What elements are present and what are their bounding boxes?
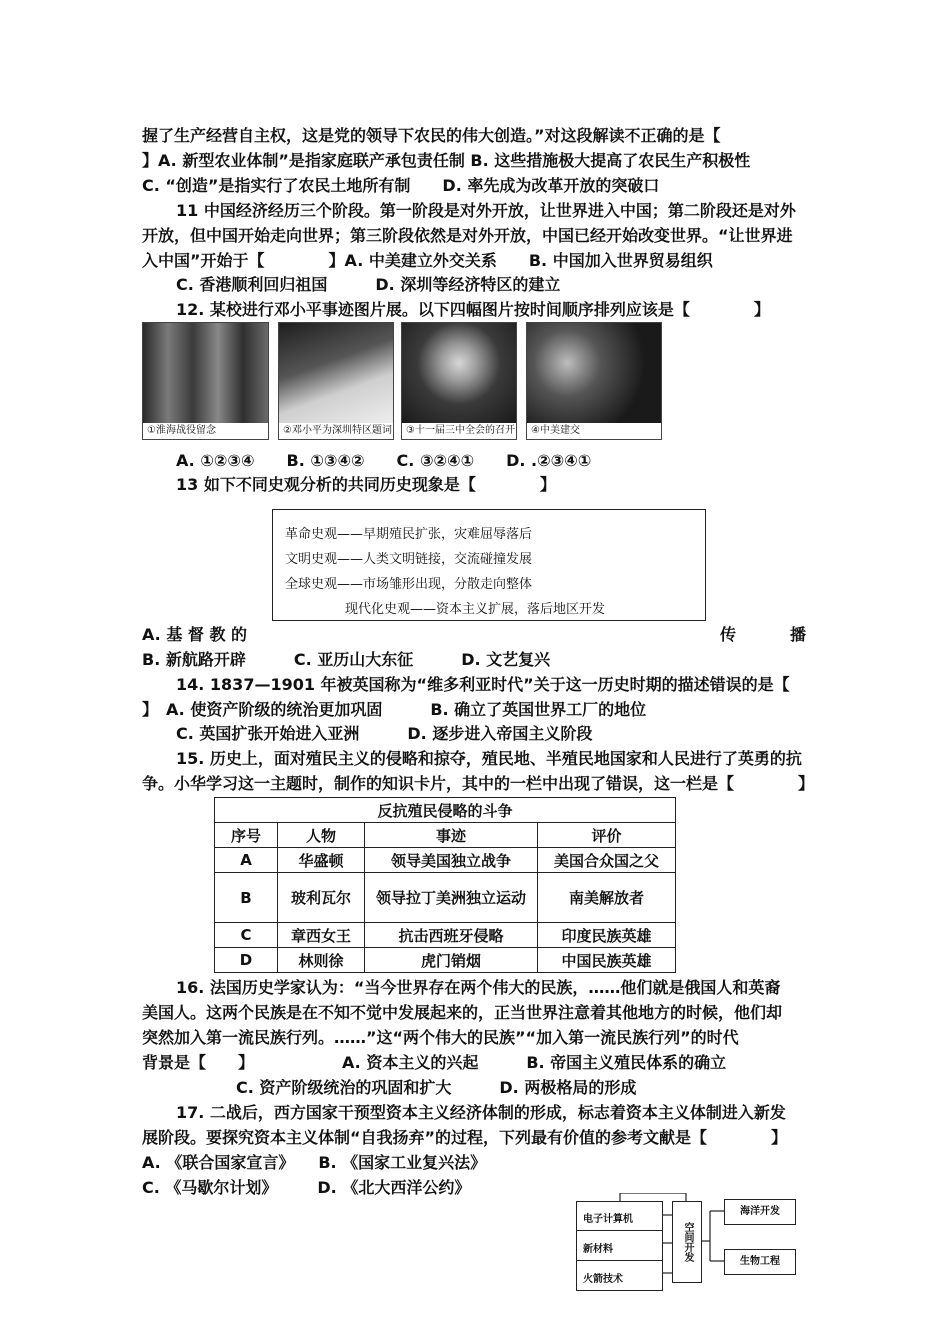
question-14: 14. 1837—1901 年被英国称为“维多利亚时代”关于这一历史时期的描述错误的是【 bbox=[176, 675, 790, 694]
table-cell: D bbox=[215, 948, 278, 973]
option-a-cont: 传 bbox=[720, 625, 737, 644]
text-line: C. 英国扩张开始进入亚洲 D. 逐步进入帝国主义阶段 bbox=[176, 724, 593, 743]
photo-image bbox=[143, 323, 268, 423]
table-header: 人物 bbox=[278, 823, 365, 848]
photo-shenzhen-inscription bbox=[278, 322, 394, 440]
photo-huaihai bbox=[142, 322, 269, 440]
text-line: 背景是【 】 A. 资本主义的兴起 B. 帝国主义殖民体系的确立 bbox=[142, 1053, 727, 1072]
historiography-box bbox=[272, 509, 706, 621]
question-17: 17. 二战后，西方国家干预型资本主义经济体制的形成，标志着资本主义体制进入新发 bbox=[176, 1103, 786, 1122]
photo-caption: ④中美建交 bbox=[527, 423, 661, 439]
question-16: 16. 法国历史学家认为：“当今世界存在两个伟大的民族，……他们就是俄国人和英裔 bbox=[176, 978, 781, 997]
quote-line: 文明史观——人类文明链接，交流碰撞发展 bbox=[285, 552, 533, 567]
table-header: 事迹 bbox=[365, 823, 538, 848]
question-13: 13 如下不同史观分析的共同历史现象是【 】 bbox=[176, 475, 556, 494]
diagram-center: 空间开发 bbox=[672, 1201, 702, 1283]
table-title: 反抗殖民侵略的斗争 bbox=[215, 798, 676, 823]
quote-line: 现代化史观——资本主义扩展，落后地区开发 bbox=[345, 602, 606, 617]
text-line: 突然加入第一流民族行列。……”这“两个伟大的民族”“加入第一流民族行列”的时代 bbox=[142, 1028, 739, 1047]
table-cell: 印度民族英雄 bbox=[538, 923, 676, 948]
table-cell: 中国民族英雄 bbox=[538, 948, 676, 973]
question-12-options: A. ①②③④ B. ①③④② C. ③②④① D. .②③④① bbox=[176, 451, 592, 470]
table-cell: 玻利瓦尔 bbox=[278, 873, 365, 923]
diagram-label: 电子计算机 bbox=[583, 1214, 633, 1225]
photo-third-plenum bbox=[401, 322, 517, 440]
option-a-cont: 播 bbox=[790, 625, 807, 644]
question-13-options: B. 新航路开辟 C. 亚历山大东征 D. 文艺复兴 bbox=[142, 650, 551, 669]
table-header: 序号 bbox=[215, 823, 278, 848]
text-line: 开放，但中国开始走向世界；第三阶段依然是对外开放，中国已经开始改变世界。“让世界进 bbox=[142, 226, 793, 245]
text-line: 握了生产经营自主权，这是党的领导下农民的伟大创造。”对这段解读不正确的是【 bbox=[142, 126, 721, 145]
table-cell: A bbox=[215, 848, 278, 873]
photo-caption: ②邓小平为深圳特区题词 bbox=[279, 423, 393, 439]
photo-strip bbox=[142, 322, 662, 438]
table-row bbox=[215, 848, 676, 873]
text-line: 美国人。这两个民族是在不知不觉中发展起来的，正当世界注意着其他地方的时候，他们却 bbox=[142, 1003, 783, 1022]
quote-line: 革命史观——早期殖民扩张，灾难屈辱落后 bbox=[285, 527, 533, 542]
table-cell: 华盛顿 bbox=[278, 848, 365, 873]
tech-diagram bbox=[576, 1193, 796, 1289]
table-header: 评价 bbox=[538, 823, 676, 848]
table-cell: 领导美国独立战争 bbox=[365, 848, 538, 873]
table-cell: 林则徐 bbox=[278, 948, 365, 973]
text-line: C. 香港顺利回归祖国 D. 深圳等经济特区的建立 bbox=[176, 275, 561, 294]
table-cell: 虎门销烟 bbox=[365, 948, 538, 973]
text-line: C. 《马歇尔计划》 D. 《北大西洋公约》 bbox=[142, 1178, 471, 1197]
table-cell: B bbox=[215, 873, 278, 923]
diagram-right-box: 生物工程 bbox=[724, 1249, 796, 1275]
table-row bbox=[215, 923, 676, 948]
text-line: 争。小华学习这一主题时，制作的知识卡片，其中的一栏中出现了错误，这一栏是【 】 bbox=[142, 774, 815, 793]
table-cell: 章西女王 bbox=[278, 923, 365, 948]
photo-image bbox=[402, 323, 516, 423]
photo-caption: ③十一届三中全会的召开 bbox=[402, 423, 516, 439]
diagram-right-box: 海洋开发 bbox=[724, 1199, 796, 1225]
text-line: 】A. 新型农业体制”是指家庭联产承包责任制 B. 这些措施极大提高了农民生产积极性 bbox=[142, 151, 751, 170]
photo-image bbox=[279, 323, 393, 423]
text-line: C. “创造”是指实行了农民土地所有制 D. 率先成为改革开放的突破口 bbox=[142, 176, 660, 195]
diagram-label: 新材料 bbox=[583, 1244, 613, 1255]
photo-china-us-relations bbox=[526, 322, 662, 440]
text-line: C. 资产阶级统治的巩固和扩大 D. 两极格局的形成 bbox=[236, 1078, 637, 1097]
question-15: 15. 历史上，面对殖民主义的侵略和掠夺，殖民地、半殖民地国家和人民进行了英勇的抗 bbox=[176, 749, 802, 768]
question-11: 11 中国经济经历三个阶段。第一阶段是对外开放，让世界进入中国；第二阶段还是对外 bbox=[176, 201, 796, 220]
quote-line: 全球史观——市场雏形出现，分散走向整体 bbox=[285, 577, 533, 592]
table-cell: 南美解放者 bbox=[538, 873, 676, 923]
option-a: A. 基 督 教 的 bbox=[142, 625, 248, 644]
table-cell: C bbox=[215, 923, 278, 948]
knowledge-card-table bbox=[214, 797, 676, 973]
text-line: 入中国”开始于【 】A. 中美建立外交关系 B. 中国加入世界贸易组织 bbox=[142, 251, 713, 270]
photo-caption: ①淮海战役留念 bbox=[143, 423, 268, 439]
photo-image bbox=[527, 323, 661, 423]
diagram-label: 火箭技术 bbox=[583, 1274, 623, 1285]
question-12: 12. 某校进行邓小平事迹图片展。以下四幅图片按时间顺序排列应该是【 】 bbox=[176, 300, 770, 319]
text-line: 】 A. 使资产阶级的统治更加巩固 B. 确立了英国世界工厂的地位 bbox=[142, 700, 647, 719]
table-cell: 美国合众国之父 bbox=[538, 848, 676, 873]
text-line: A. 《联合国家宣言》 B. 《国家工业复兴法》 bbox=[142, 1153, 487, 1172]
table-cell: 抗击西班牙侵略 bbox=[365, 923, 538, 948]
diagram-left-group bbox=[576, 1201, 663, 1291]
table-cell: 领导拉丁美洲独立运动 bbox=[365, 873, 538, 923]
table-row bbox=[215, 948, 676, 973]
text-line: 展阶段。要探究资本主义体制“自我扬弃”的过程，下列最有价值的参考文献是【 】 bbox=[142, 1128, 788, 1147]
table-row bbox=[215, 873, 676, 923]
